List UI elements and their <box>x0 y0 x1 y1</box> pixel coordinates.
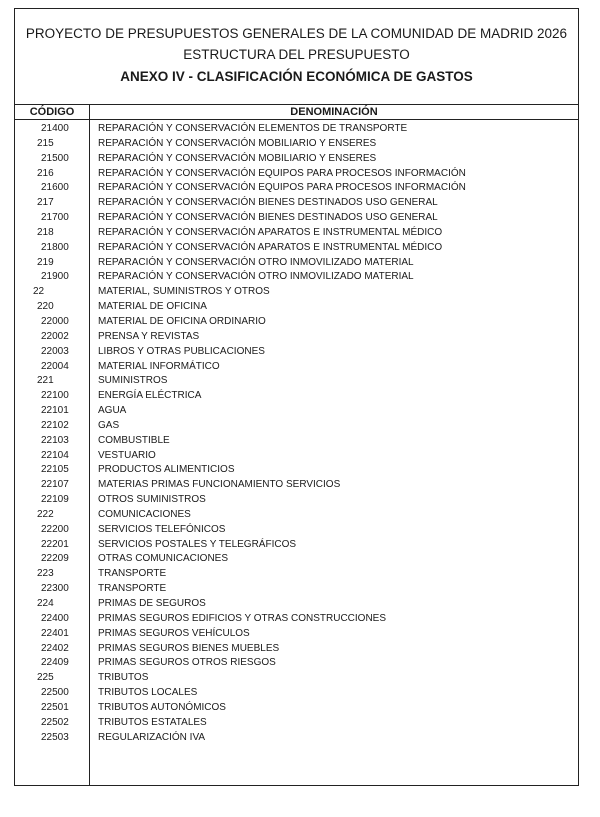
row-code: 22503 <box>41 731 69 743</box>
row-denomination: REPARACIÓN Y CONSERVACIÓN MOBILIARIO Y ENSERES <box>98 137 377 149</box>
row-code: 22300 <box>41 583 69 595</box>
table-row <box>15 285 578 300</box>
row-code: 21700 <box>41 212 69 224</box>
annex-title: ANEXO IV - CLASIFICACIÓN ECONÓMICA DE GASTOS <box>120 69 473 84</box>
row-code: 22402 <box>41 642 69 654</box>
row-denomination: REPARACIÓN Y CONSERVACIÓN APARATOS E INSTRUMENTAL MÉDICO <box>98 226 443 238</box>
table-row <box>15 345 578 360</box>
document-subtitle: ESTRUCTURA DEL PRESUPUESTO <box>183 47 410 62</box>
row-code: 21800 <box>41 241 69 253</box>
row-code: 22102 <box>41 419 69 431</box>
row-denomination: SERVICIOS TELEFÓNICOS <box>98 523 226 535</box>
table-row <box>15 434 578 449</box>
row-code: 221 <box>37 375 54 387</box>
row-denomination: GAS <box>98 419 120 431</box>
row-denomination: TRIBUTOS ESTATALES <box>98 716 207 728</box>
row-code: 22501 <box>41 701 69 713</box>
row-code: 22200 <box>41 523 69 535</box>
row-denomination: REPARACIÓN Y CONSERVACIÓN OTRO INMOVILIZADO MATERIAL <box>98 271 414 283</box>
table-row <box>15 582 578 597</box>
row-denomination: REPARACIÓN Y CONSERVACIÓN BIENES DESTINADOS USO GENERAL <box>98 197 438 209</box>
table-row <box>15 389 578 404</box>
row-code: 22000 <box>41 315 69 327</box>
row-denomination: REPARACIÓN Y CONSERVACIÓN MOBILIARIO Y ENSERES <box>98 152 377 164</box>
row-denomination: REPARACIÓN Y CONSERVACIÓN OTRO INMOVILIZADO MATERIAL <box>98 256 414 268</box>
row-denomination: OTRAS COMUNICACIONES <box>98 553 229 565</box>
table-row <box>15 597 578 612</box>
document-title: PROYECTO DE PRESUPUESTOS GENERALES DE LA COMUNIDAD DE MADRID 2026 <box>25 26 568 41</box>
row-denomination: REPARACIÓN Y CONSERVACIÓN EQUIPOS PARA PROCESOS INFORMACIÓN <box>98 167 466 179</box>
table-row <box>15 493 578 508</box>
row-denomination: SERVICIOS POSTALES Y TELEGRÁFICOS <box>98 538 297 550</box>
row-code: 22003 <box>41 345 69 357</box>
row-code: 223 <box>37 568 54 580</box>
row-denomination: OTROS SUMINISTROS <box>98 494 206 506</box>
row-denomination: COMBUSTIBLE <box>98 434 170 446</box>
table-row <box>15 122 578 137</box>
table-header <box>15 104 578 120</box>
table-row <box>15 701 578 716</box>
row-denomination: TRANSPORTE <box>98 568 167 580</box>
row-code: 222 <box>37 508 54 520</box>
table-row <box>15 181 578 196</box>
row-code: 22107 <box>41 479 69 491</box>
table-row <box>15 211 578 226</box>
row-code: 217 <box>37 197 54 209</box>
table-row <box>15 270 578 285</box>
row-denomination: PRENSA Y REVISTAS <box>98 330 200 342</box>
table-row <box>15 167 578 182</box>
row-code: 22101 <box>41 405 69 417</box>
row-code: 21600 <box>41 182 69 194</box>
row-denomination: LIBROS Y OTRAS PUBLICACIONES <box>98 345 265 357</box>
row-denomination: PRIMAS SEGUROS BIENES MUEBLES <box>98 642 280 654</box>
row-code: 22105 <box>41 464 69 476</box>
row-code: 219 <box>37 256 54 268</box>
row-denomination: MATERIAL DE OFICINA ORDINARIO <box>98 315 266 327</box>
table-row <box>15 671 578 686</box>
table-row <box>15 508 578 523</box>
row-denomination: REPARACIÓN Y CONSERVACIÓN APARATOS E INSTRUMENTAL MÉDICO <box>98 241 443 253</box>
table-row <box>15 656 578 671</box>
table-row <box>15 478 578 493</box>
table-body <box>15 122 578 745</box>
row-denomination: PRIMAS SEGUROS EDIFICIOS Y OTRAS CONSTRUCCIONES <box>98 612 387 624</box>
row-code: 21500 <box>41 152 69 164</box>
row-code: 21400 <box>41 123 69 134</box>
row-code: 220 <box>37 301 54 313</box>
table-row <box>15 523 578 538</box>
table-row <box>15 196 578 211</box>
row-denomination: REPARACIÓN Y CONSERVACIÓN BIENES DESTINADOS USO GENERAL <box>98 212 438 224</box>
row-code: 22104 <box>41 449 69 461</box>
row-denomination: AGUA <box>98 405 127 417</box>
row-code: 22209 <box>41 553 69 565</box>
table-row <box>15 226 578 241</box>
table-row <box>15 627 578 642</box>
row-code: 22100 <box>41 390 69 402</box>
code-column-header: CÓDIGO <box>29 106 75 118</box>
row-denomination: VESTUARIO <box>98 449 156 461</box>
table-row <box>15 538 578 553</box>
table-row <box>15 360 578 375</box>
table-row <box>15 642 578 657</box>
table-row <box>15 567 578 582</box>
row-code: 22400 <box>41 612 69 624</box>
row-code: 22 <box>33 286 45 298</box>
row-code: 224 <box>37 598 54 609</box>
table-row <box>15 300 578 315</box>
row-code: 22201 <box>41 538 69 550</box>
row-denomination: COMUNICACIONES <box>98 508 191 520</box>
row-denomination: PRIMAS SEGUROS VEHÍCULOS <box>98 627 250 639</box>
table-row <box>15 463 578 478</box>
table-row <box>15 137 578 152</box>
row-denomination: MATERIAL, SUMINISTROS Y OTROS <box>98 286 270 298</box>
row-code: 218 <box>37 226 54 238</box>
row-code: 22409 <box>41 657 69 669</box>
table-row <box>15 686 578 701</box>
row-denomination: MATERIAL DE OFICINA <box>98 301 207 313</box>
row-denomination: TRANSPORTE <box>98 583 167 595</box>
row-denomination: ENERGÍA ELÉCTRICA <box>98 390 202 402</box>
row-denomination: REGULARIZACIÓN IVA <box>98 731 206 743</box>
row-code: 22004 <box>41 360 69 372</box>
row-denomination: PRIMAS DE SEGUROS <box>98 598 206 609</box>
table-row <box>15 552 578 567</box>
row-code: 21900 <box>41 271 69 283</box>
document-frame <box>14 8 579 786</box>
row-denomination: MATERIAL INFORMÁTICO <box>98 360 220 372</box>
row-denomination: TRIBUTOS LOCALES <box>98 687 198 699</box>
row-denomination: MATERIAS PRIMAS FUNCIONAMIENTO SERVICIOS <box>98 479 341 491</box>
table-row <box>15 152 578 167</box>
table-row <box>15 612 578 627</box>
table-row <box>15 330 578 345</box>
row-denomination: TRIBUTOS AUTONÓMICOS <box>98 701 226 713</box>
table-row <box>15 241 578 256</box>
row-code: 22500 <box>41 687 69 699</box>
row-code: 225 <box>37 672 54 684</box>
table-row <box>15 716 578 731</box>
table-row <box>15 449 578 464</box>
table-row <box>15 374 578 389</box>
row-code: 22103 <box>41 434 69 446</box>
table-row <box>15 419 578 434</box>
row-denomination: REPARACIÓN Y CONSERVACIÓN EQUIPOS PARA PROCESOS INFORMACIÓN <box>98 182 466 194</box>
table-row <box>15 404 578 419</box>
row-denomination: SUMINISTROS <box>98 375 168 387</box>
document-header <box>15 9 578 102</box>
row-denomination: TRIBUTOS <box>98 672 149 684</box>
table-row <box>15 731 578 746</box>
row-denomination: PRIMAS SEGUROS OTROS RIESGOS <box>98 657 276 669</box>
table-row <box>15 315 578 330</box>
row-code: 22401 <box>41 627 69 639</box>
row-denomination: REPARACIÓN Y CONSERVACIÓN ELEMENTOS DE TRANSPORTE <box>98 123 408 134</box>
row-code: 215 <box>37 137 54 149</box>
table-row <box>15 256 578 271</box>
row-denomination: PRODUCTOS ALIMENTICIOS <box>98 464 235 476</box>
row-code: 216 <box>37 167 54 179</box>
row-code: 22002 <box>41 330 69 342</box>
row-code: 22109 <box>41 494 69 506</box>
row-code: 22502 <box>41 716 69 728</box>
name-column-header: DENOMINACIÓN <box>290 106 378 118</box>
